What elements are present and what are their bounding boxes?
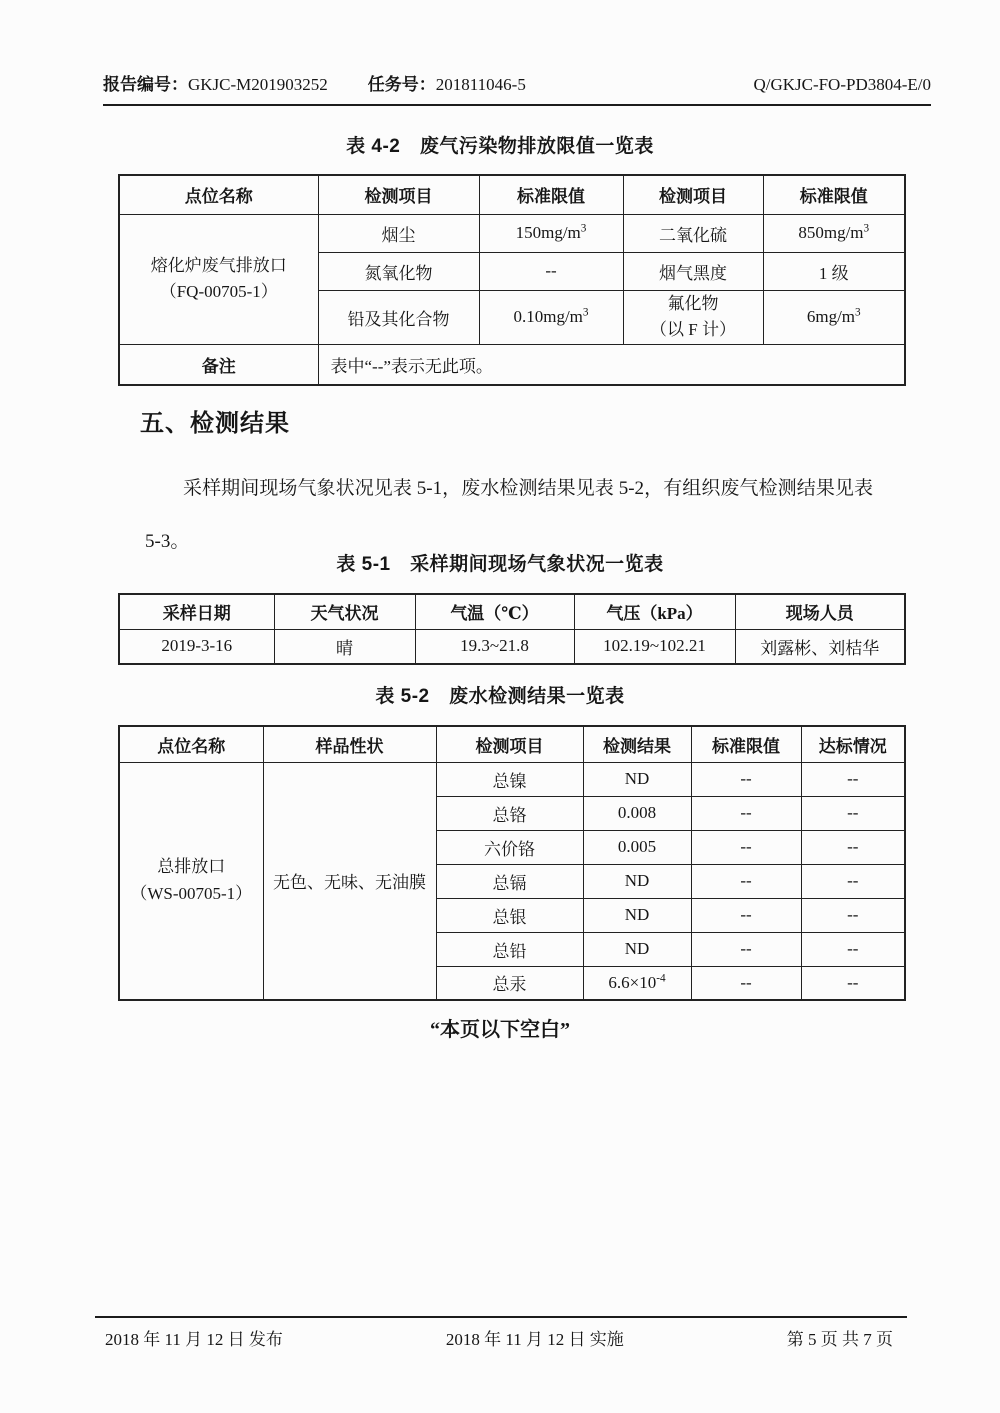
temperature: 19.3~21.8 [415,629,574,664]
site-name: 总排放口 [157,857,226,877]
limit-value: -- [691,830,801,864]
limit-value: $850mg/m^3$ [763,214,905,252]
test-item: 氟化物 （以 F 计） [623,290,763,344]
test-item: 总汞 [436,966,583,1000]
table-5-2-title: 表 5-2 废水检测结果一览表 [375,686,625,707]
publish-date: 2018 年 11 月 12 日 发布 [105,1330,283,1349]
limit-value: -- [691,932,801,966]
blank-note: “本页以下空白” [430,1019,570,1041]
remark-row [119,344,905,385]
table-4-2-title: 表 4-2 废气污染物排放限值一览表 [346,136,654,157]
column-header: 检测项目 [623,175,763,214]
sample-date: 2019-3-16 [119,629,274,664]
table-5-1 [118,593,906,665]
test-item: 总铬 [436,796,583,830]
site-code: （FQ-00705-1） [159,282,278,301]
test-item: 总铅 [436,932,583,966]
staff: 刘露彬、刘桔华 [735,629,905,664]
test-result: 0.005 [583,830,691,864]
test-item: 二氧化硫 [623,214,763,252]
task-no-value: 201811046-5 [435,75,526,94]
test-item: 烟尘 [318,214,479,252]
limit-value: $150mg/m^3$ [479,214,623,252]
column-header: 达标情况 [801,726,905,762]
weather: 晴 [274,629,415,664]
test-item: 铅及其化合物 [318,290,479,344]
section-heading: 五、检测结果 [140,410,290,437]
limit-value: -- [691,864,801,898]
test-result: ND [583,898,691,932]
test-item: 总镉 [436,864,583,898]
table-row [119,214,905,252]
limit-value: -- [691,796,801,830]
column-header: 检测项目 [318,175,479,214]
limit-value: -- [691,762,801,796]
column-header: 气温（℃） [415,594,574,629]
column-header: 采样日期 [119,594,274,629]
table-row [119,594,905,629]
test-result: 0.008 [583,796,691,830]
test-item: 六价铬 [436,830,583,864]
limit-value: $0.10mg/m^3$ [479,290,623,344]
table-row [119,175,905,214]
column-header: 气压（kPa） [574,594,735,629]
task-no [368,70,526,95]
report-no-label: 报告编号： [103,75,188,94]
limit-value: $6mg/m^3$ [763,290,905,344]
pressure: 102.19~102.21 [574,629,735,664]
column-header: 现场人员 [735,594,905,629]
column-header: 检测结果 [583,726,691,762]
page-header [103,70,931,106]
report-no-value: GKJC-M201903252 [188,75,328,94]
column-header: 点位名称 [119,175,318,214]
doc-code: Q/GKJC-FO-PD3804-E/0 [753,75,931,94]
site-name: 熔化炉废气排放口 [150,255,287,275]
page-number: 第 5 页 共 7 页 [786,1330,893,1349]
table-5-2 [118,725,906,1001]
column-header: 点位名称 [119,726,263,762]
limit-value: -- [479,252,623,290]
test-item: 烟气黑度 [623,252,763,290]
column-header: 天气状况 [274,594,415,629]
report-no [103,70,328,95]
header-left [103,70,526,95]
sample-desc: 无色、无味、无油膜 [263,762,436,1000]
table-5-1-title: 表 5-1 采样期间现场气象状况一览表 [336,554,664,575]
site-name-cell [119,762,263,1000]
intro-paragraph: 采样期间现场气象状况见表 5-1，废水检测结果见表 5-2，有组织废气检测结果见表 5-3。 [145,478,873,552]
test-item: 总镍 [436,762,583,796]
site-name-cell [119,214,318,344]
test-item: 总银 [436,898,583,932]
site-code: （WS-00705-1） [130,883,253,903]
limit-value: 1 级 [763,252,905,290]
remark-label: 备注 [119,344,318,385]
limit-value: -- [691,898,801,932]
table-row [119,726,905,762]
compliance: -- [801,932,905,966]
column-header: 标准限值 [691,726,801,762]
table-4-2 [118,174,906,386]
test-item: 氮氧化物 [318,252,479,290]
table-row [119,762,905,796]
compliance: -- [801,830,905,864]
remark-text: 表中“--”表示无此项。 [318,344,905,385]
compliance: -- [801,864,905,898]
compliance: -- [801,796,905,830]
test-result: ND [583,864,691,898]
test-result: ND [583,762,691,796]
column-header: 样品性状 [263,726,436,762]
column-header: 标准限值 [763,175,905,214]
test-result: ND [583,932,691,966]
table-row [119,629,905,664]
column-header: 标准限值 [479,175,623,214]
limit-value: -- [691,966,801,1000]
compliance: -- [801,966,905,1000]
implement-date: 2018 年 11 月 12 日 实施 [445,1330,624,1349]
compliance: -- [801,898,905,932]
task-no-label: 任务号： [367,75,436,94]
compliance: -- [801,762,905,796]
page-footer [95,1316,907,1350]
test-result: $6.6\times 10^{-4}$ [583,966,691,1000]
column-header: 检测项目 [436,726,583,762]
